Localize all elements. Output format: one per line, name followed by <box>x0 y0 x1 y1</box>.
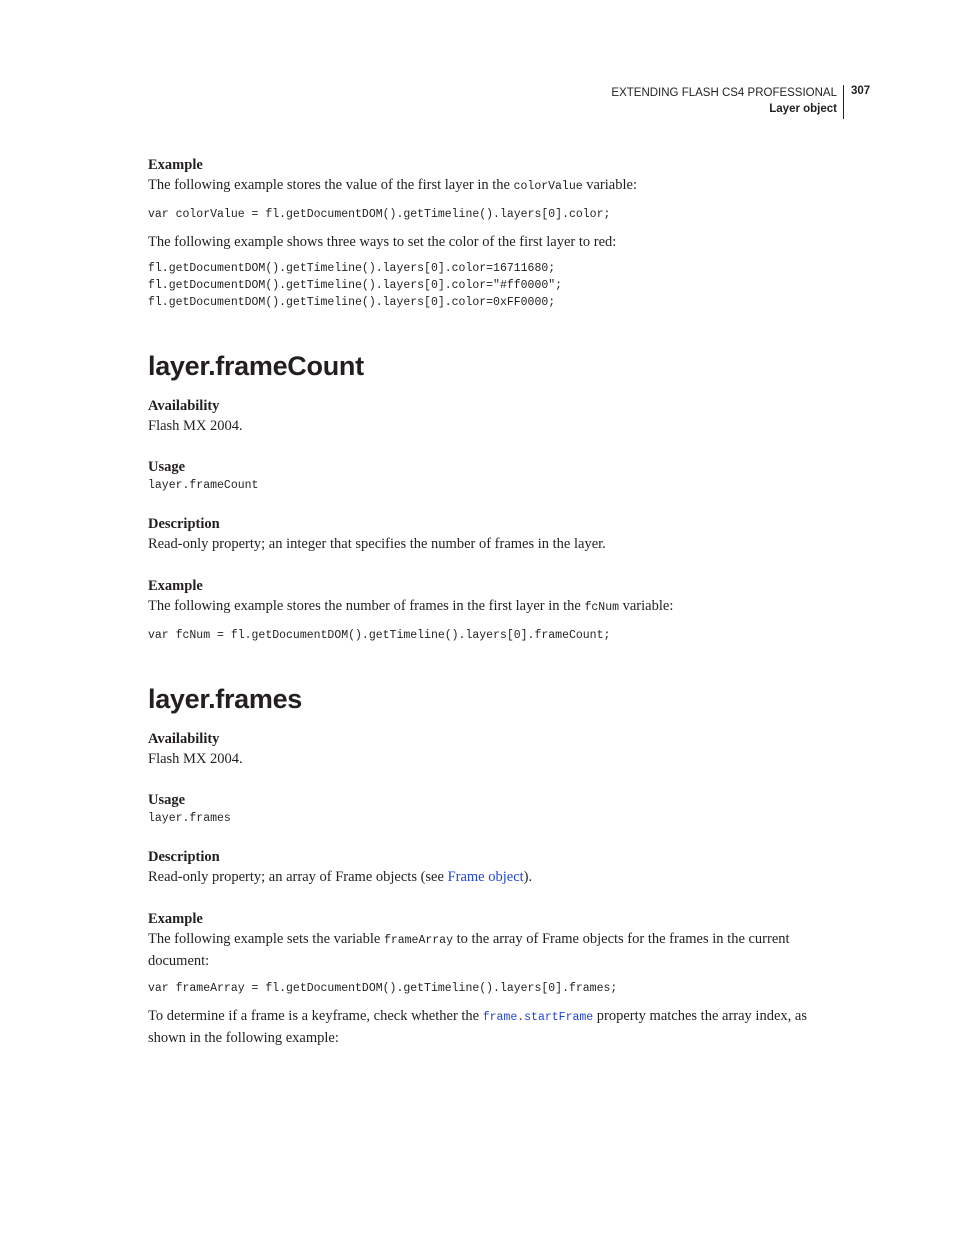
header-subtitle: Layer object <box>769 103 837 115</box>
text-run: property matches the array index, as shown in the following example: <box>148 1008 807 1046</box>
code-line: fl.getDocumentDOM().getTimeline().layers[0].color=0xFF0000; <box>148 296 556 309</box>
usage-code: layer.frameCount <box>148 479 259 492</box>
code-block <box>148 260 838 311</box>
paragraph <box>148 1006 838 1048</box>
text-run: To determine if a frame is a keyframe, check whether the <box>148 1008 483 1024</box>
text-run: The following example sets the variable <box>148 931 384 947</box>
page-content <box>148 155 838 1048</box>
header-title: EXTENDING FLASH CS4 PROFESSIONAL <box>611 87 837 99</box>
example-heading: Example <box>148 578 203 594</box>
usage-heading: Usage <box>148 792 186 808</box>
example-heading: Example <box>148 911 203 927</box>
inline-code: frameArray <box>383 934 453 947</box>
text-run: The following example stores the number of frames in the first layer in the <box>148 598 585 614</box>
text-run: ). <box>523 869 533 885</box>
text-run: Read-only property; an array of Frame objects (see <box>148 869 448 885</box>
description-text <box>148 867 838 887</box>
usage-code: layer.frames <box>148 812 231 825</box>
text-run: variable: <box>582 177 637 193</box>
example-paragraph <box>148 929 838 971</box>
example-paragraph <box>148 596 838 618</box>
page-number: 307 <box>851 85 871 97</box>
inline-code: fcNum <box>584 601 619 614</box>
text-run: to the array of Frame objects for the frames in the current document: <box>148 931 790 969</box>
code-block: var fcNum = fl.getDocumentDOM().getTimeline().layers[0].frameCount; <box>148 629 611 642</box>
inline-code: colorValue <box>513 180 583 193</box>
running-header <box>611 85 844 119</box>
availability-text: Flash MX 2004. <box>148 418 243 434</box>
example-heading: Example <box>148 157 203 173</box>
description-heading: Description <box>148 516 220 532</box>
usage-heading: Usage <box>148 459 186 475</box>
text-run: The following example stores the value of the first layer in the <box>148 177 514 193</box>
section-title: layer.frameCount <box>148 351 364 381</box>
availability-heading: Availability <box>148 398 220 414</box>
code-block: var frameArray = fl.getDocumentDOM().getTimeline().layers[0].frames; <box>148 982 618 995</box>
example-paragraph <box>148 175 838 197</box>
frame-startframe-link[interactable]: frame.startFrame <box>482 1011 594 1024</box>
availability-heading: Availability <box>148 731 220 747</box>
frame-object-link[interactable]: Frame object <box>447 869 524 885</box>
code-line: fl.getDocumentDOM().getTimeline().layers[0].color="#ff0000"; <box>148 279 563 292</box>
availability-text: Flash MX 2004. <box>148 751 243 767</box>
text-run: variable: <box>619 598 674 614</box>
code-line: fl.getDocumentDOM().getTimeline().layers[0].color=16711680; <box>148 262 556 275</box>
description-heading: Description <box>148 849 220 865</box>
code-block: var colorValue = fl.getDocumentDOM().getTimeline().layers[0].color; <box>148 208 611 221</box>
paragraph: The following example shows three ways to set the color of the first layer to red: <box>148 234 617 250</box>
description-text: Read-only property; an integer that specifies the number of frames in the layer. <box>148 536 606 552</box>
section-title: layer.frames <box>148 684 303 714</box>
